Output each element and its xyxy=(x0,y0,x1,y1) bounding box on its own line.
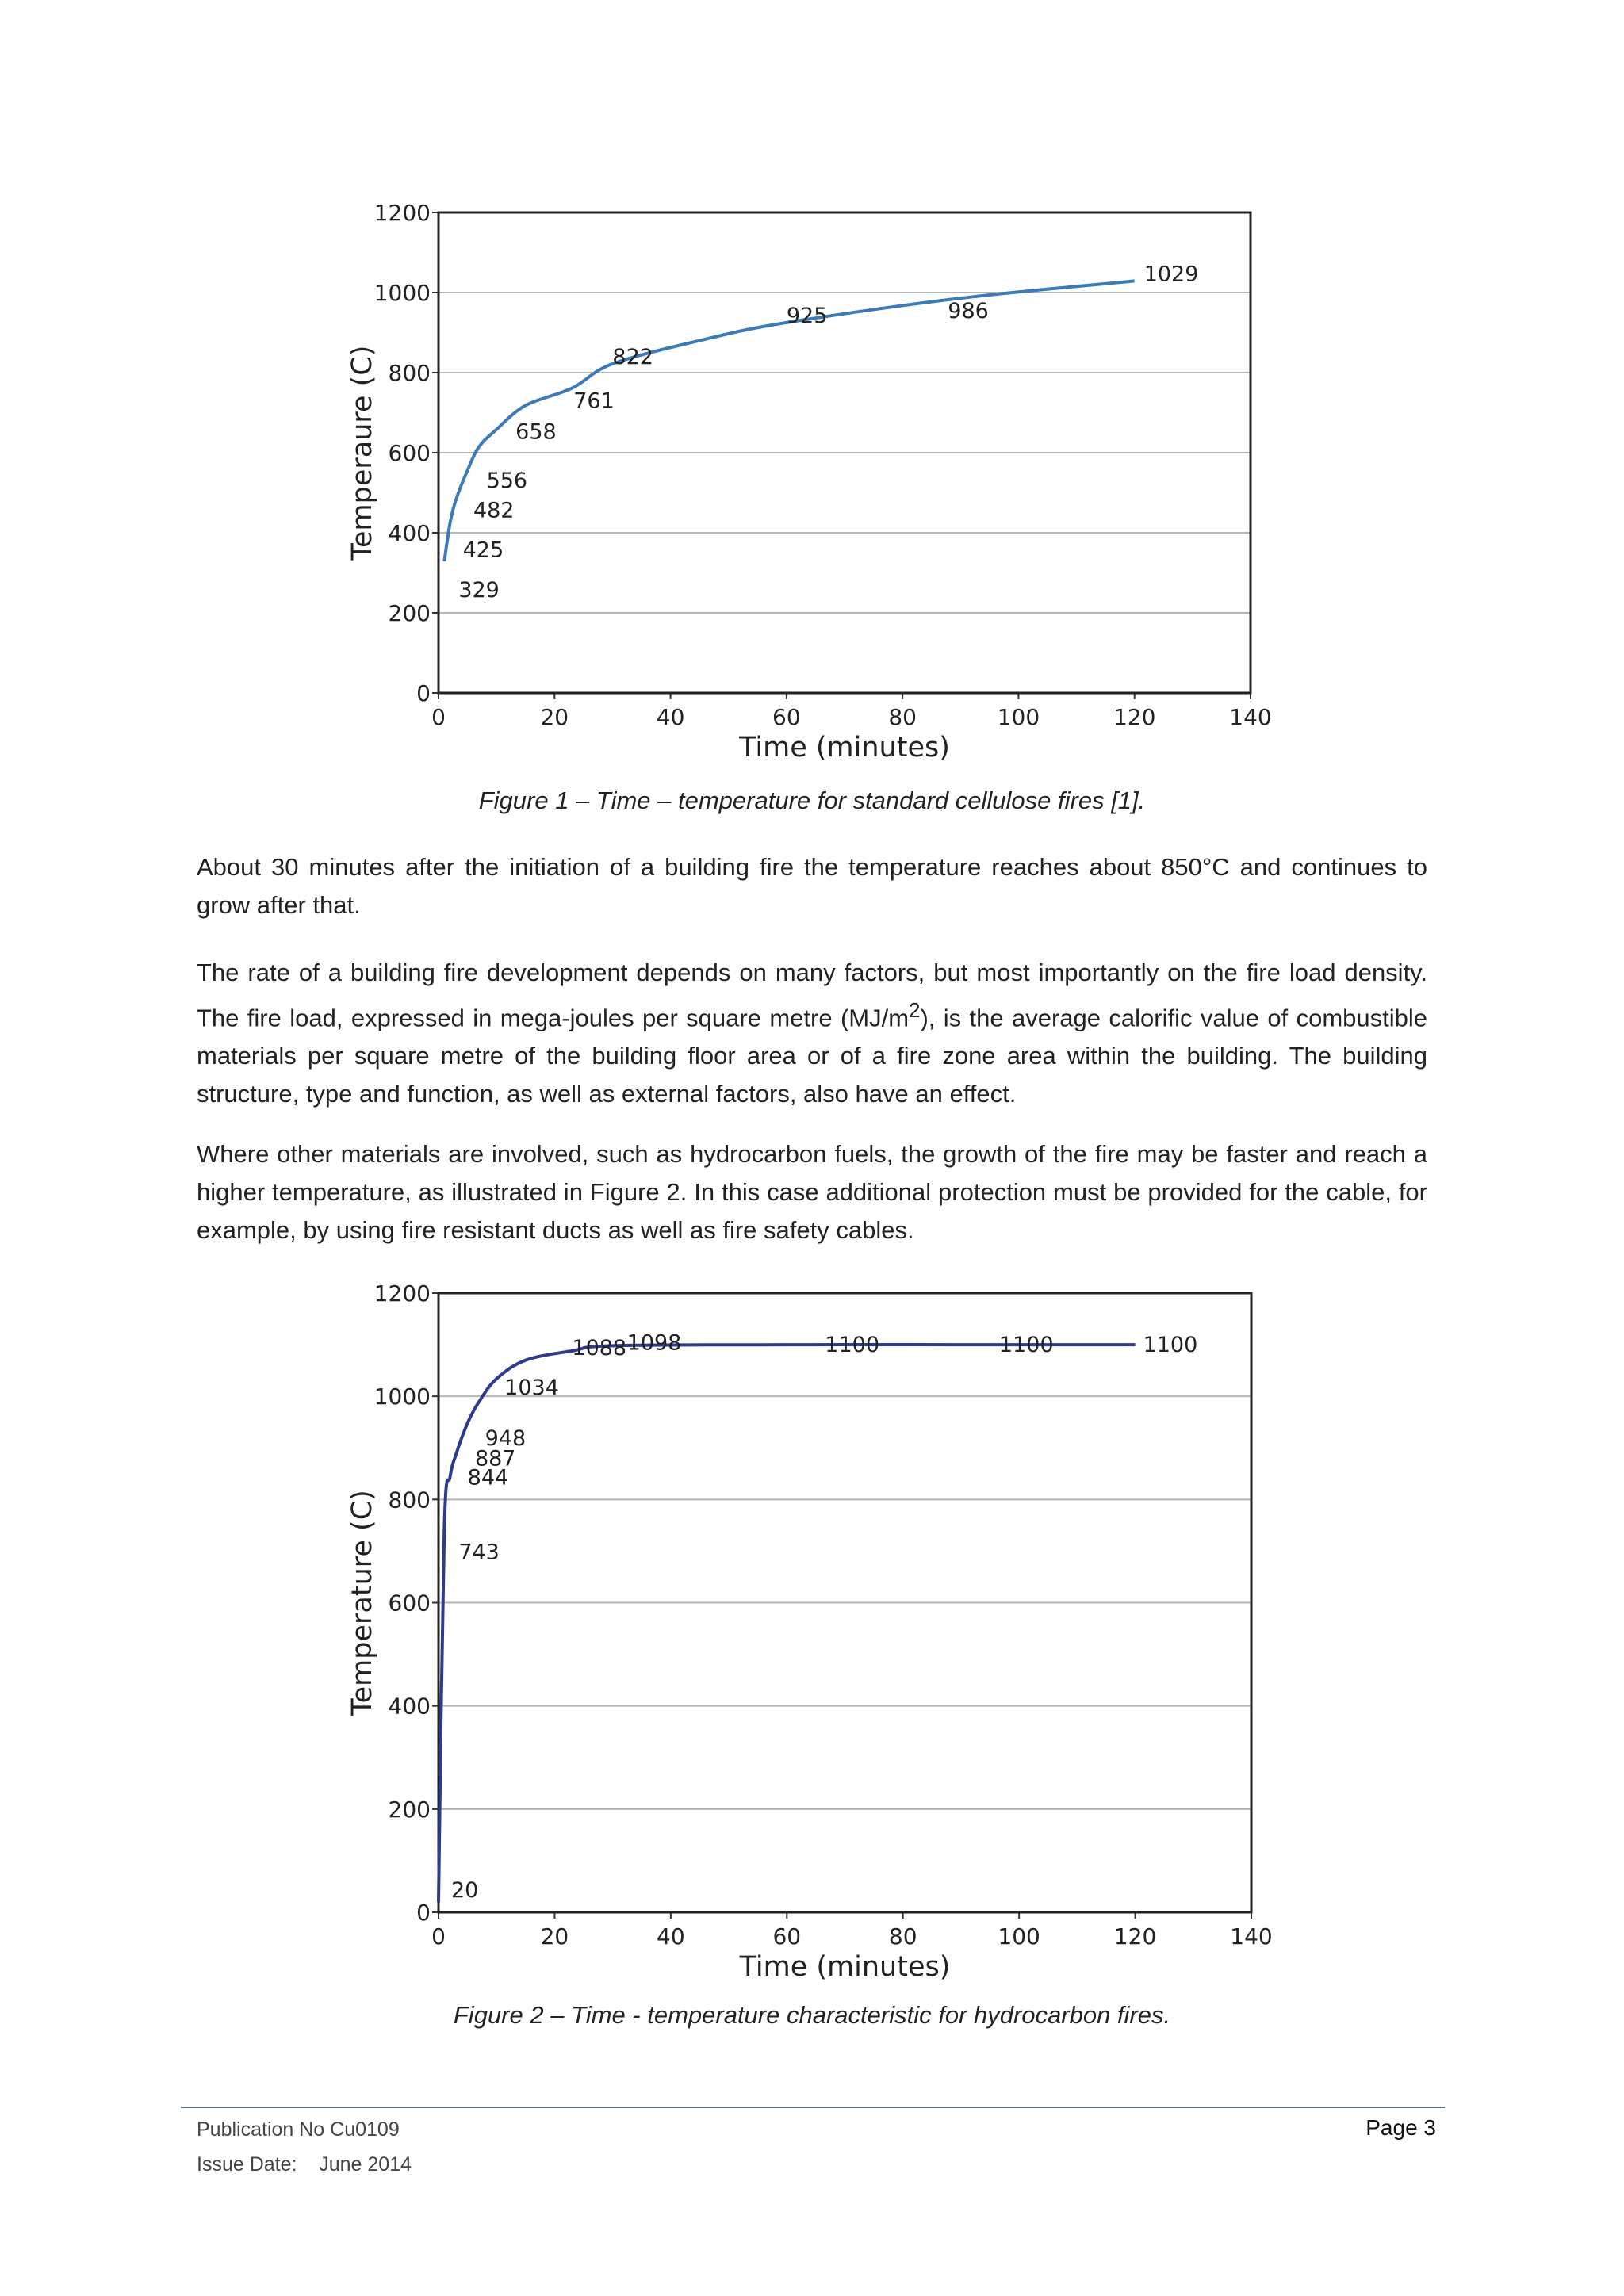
chart1-data-label: 425 xyxy=(462,538,504,563)
chart1-data-label: 925 xyxy=(786,303,828,328)
chart1-x-tick-label: 140 xyxy=(1229,704,1272,730)
chart1-x-tick-label: 80 xyxy=(888,704,917,730)
chart2-y-axis-label: Temperature (C) xyxy=(347,1490,378,1716)
chart2-x-tick-label: 0 xyxy=(431,1923,446,1950)
chart2-x-tick-label: 60 xyxy=(772,1923,802,1950)
chart1-y-tick-label: 0 xyxy=(416,680,431,706)
chart2-data-label: 1100 xyxy=(825,1333,880,1358)
chart2-x-tick-label: 80 xyxy=(888,1923,917,1950)
chart2-y-tick-label: 800 xyxy=(388,1487,431,1513)
chart2-x-tick-label: 40 xyxy=(657,1923,685,1950)
chart1-x-tick-label: 0 xyxy=(431,704,446,730)
chart1-x-tick-label: 20 xyxy=(540,704,569,730)
figure-2-caption: Figure 2 – Time - temperature characteristic for hydrocarbon fires. xyxy=(453,2001,1171,2029)
chart1-x-tick-label: 40 xyxy=(656,704,685,730)
chart2-data-label: 1088 xyxy=(572,1335,627,1360)
chart2-y-tick-label: 1200 xyxy=(373,1280,431,1307)
chart2-x-tick-label: 140 xyxy=(1230,1923,1273,1950)
chart2-y-tick-label: 0 xyxy=(416,1900,431,1926)
chart2-x-tick-label: 120 xyxy=(1113,1923,1157,1950)
chart1-y-tick-label: 200 xyxy=(388,600,431,626)
chart1-data-label: 658 xyxy=(515,419,557,445)
issue-date-label: Issue Date: xyxy=(197,2153,297,2175)
chart1-data-label: 329 xyxy=(458,577,500,603)
chart1-data-label: 1029 xyxy=(1143,262,1199,287)
chart2-data-label: 844 xyxy=(467,1465,509,1490)
chart1-y-tick-label: 1000 xyxy=(373,280,431,306)
chart2-y-tick-label: 1000 xyxy=(373,1383,431,1410)
figure-1-chart xyxy=(0,182,1624,785)
paragraph-fire-load-part1: The rate of a building fire development depends on many factors, but most importantly on the fire load density. The fire load, expressed in mega-joules per square metre (MJ/m xyxy=(197,959,1427,1032)
chart1-x-tick-label: 100 xyxy=(997,704,1040,730)
chart2-data-label: 1034 xyxy=(504,1376,559,1401)
chart1-data-label: 761 xyxy=(573,388,615,414)
chart2-data-label: 887 xyxy=(474,1446,516,1471)
chart1-x-tick-label: 120 xyxy=(1113,704,1156,730)
chart2-data-label: 743 xyxy=(458,1540,500,1565)
paragraph-fire-load xyxy=(197,954,1427,1113)
chart1-y-tick-label: 400 xyxy=(388,520,431,546)
paragraph-fire-load-part2: ), is the average calorific value of combustible materials per square metre of the building floor area or of a fire zone area within the building. The building structure, type and function, as well as external factors, also have an effect. xyxy=(197,1004,1427,1108)
chart2-data-label: 1100 xyxy=(1143,1333,1198,1358)
chart2-data-label: 20 xyxy=(451,1877,479,1903)
chart1-y-tick-label: 800 xyxy=(388,360,431,386)
chart2-data-label: 948 xyxy=(485,1426,527,1452)
chart1-y-axis-label: Temperaure (C) xyxy=(347,345,378,561)
chart1-y-tick-label: 600 xyxy=(388,440,431,466)
figure-1-caption: Figure 1 – Time – temperature for standard cellulose fires [1]. xyxy=(478,786,1146,814)
chart2-x-tick-label: 20 xyxy=(540,1923,569,1950)
superscript-2: 2 xyxy=(909,1000,921,1022)
paragraph-hydrocarbon: Where other materials are involved, such as hydrocarbon fuels, the growth of the fire may be faster and reach a higher temperature, as illustrated in Figure 2. In this case additional protection must be provided for the cable, for example, by using fire resistant ducts as well as fire safety cables. xyxy=(197,1140,1427,1244)
page-number: Page 3 xyxy=(1365,2115,1436,2140)
chart2-y-tick-label: 200 xyxy=(388,1796,431,1823)
footer-divider xyxy=(181,2107,1445,2108)
chart1-data-label: 482 xyxy=(473,498,515,523)
chart2-x-axis-label: Time (minutes) xyxy=(739,1951,951,1983)
chart1-data-label: 556 xyxy=(486,469,528,494)
chart1-data-label: 822 xyxy=(612,344,653,369)
issue-date-value: June 2014 xyxy=(319,2153,412,2175)
issue-date xyxy=(197,2153,412,2176)
chart1-x-tick-label: 60 xyxy=(772,704,801,730)
chart2-data-label: 1100 xyxy=(998,1333,1054,1358)
chart2-series-line xyxy=(439,1345,1136,1902)
chart2-data-label: 1098 xyxy=(626,1330,682,1356)
chart1-data-label: 986 xyxy=(948,299,989,324)
publication-number: Publication No Cu0109 xyxy=(197,2118,400,2141)
chart2-y-tick-label: 600 xyxy=(388,1590,431,1617)
figure-2-chart xyxy=(0,1261,1624,1990)
chart1-x-axis-label: Time (minutes) xyxy=(739,732,950,763)
chart2-x-tick-label: 100 xyxy=(998,1923,1040,1950)
chart2-y-tick-label: 400 xyxy=(388,1693,431,1720)
paragraph-fire-temperature: About 30 minutes after the initiation of a building fire the temperature reaches about 850°C and continues to grow after that. xyxy=(197,853,1427,919)
chart1-y-tick-label: 1200 xyxy=(373,200,431,226)
